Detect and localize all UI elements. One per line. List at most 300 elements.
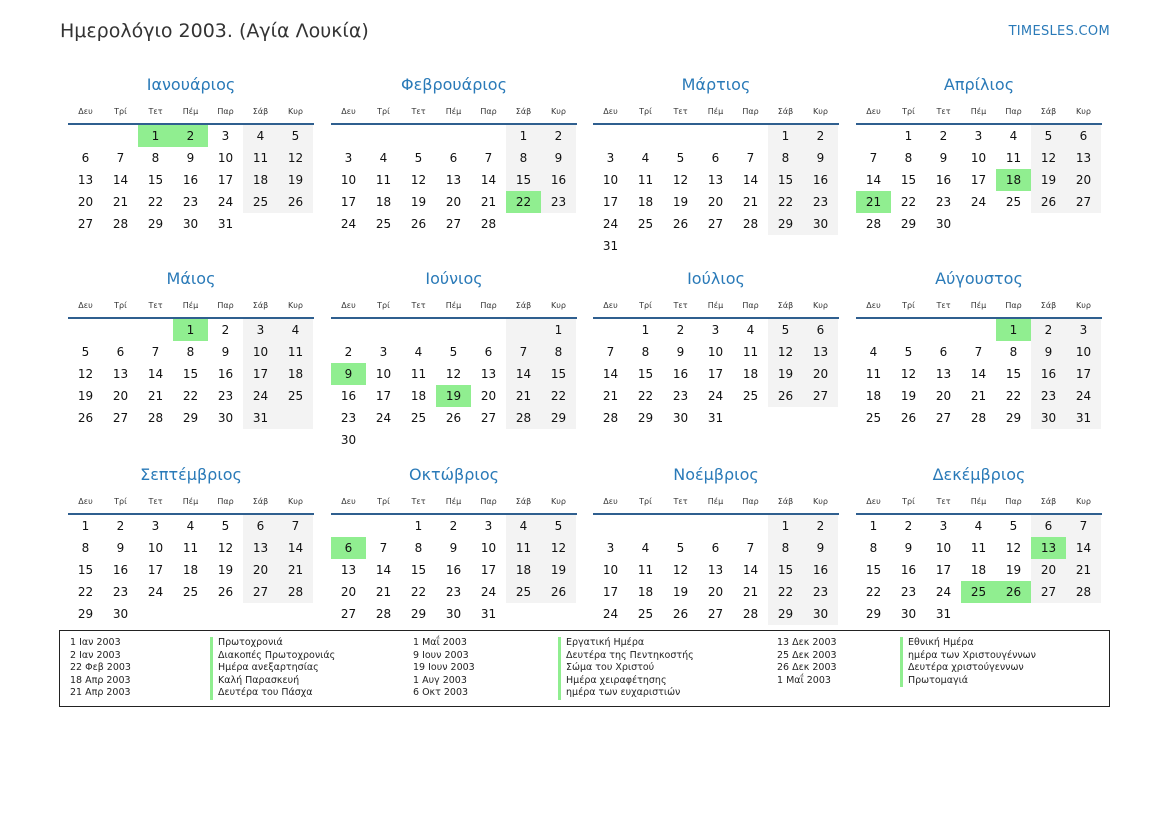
calendar-day[interactable]: 20: [340, 585, 357, 599]
calendar-day[interactable]: 27: [707, 607, 724, 621]
calendar-day[interactable]: 27: [480, 411, 497, 425]
calendar-day[interactable]: 18: [515, 563, 532, 577]
calendar-day[interactable]: 1: [414, 519, 423, 533]
calendar-day[interactable]: 29: [865, 607, 882, 621]
calendar-day[interactable]: 21: [742, 195, 759, 209]
calendar-day[interactable]: 19: [777, 367, 794, 381]
calendar-day[interactable]: 22: [1005, 389, 1022, 403]
calendar-day[interactable]: 23: [812, 195, 829, 209]
calendar-day[interactable]: 3: [939, 519, 948, 533]
calendar-day[interactable]: 9: [116, 541, 125, 555]
calendar-day[interactable]: 7: [379, 541, 388, 555]
calendar-day[interactable]: 24: [602, 217, 619, 231]
calendar-day[interactable]: 25: [637, 217, 654, 231]
calendar-day[interactable]: 8: [186, 345, 195, 359]
calendar-day[interactable]: 18: [637, 195, 654, 209]
calendar-day[interactable]: 11: [375, 173, 392, 187]
calendar-day[interactable]: 13: [812, 345, 829, 359]
calendar-day[interactable]: 25: [742, 389, 759, 403]
calendar-day[interactable]: 20: [77, 195, 94, 209]
calendar-day[interactable]: 13: [1075, 151, 1092, 165]
calendar-day[interactable]: 26: [672, 217, 689, 231]
calendar-day[interactable]: 29: [182, 411, 199, 425]
calendar-day[interactable]: 12: [777, 345, 794, 359]
calendar-day[interactable]: 13: [707, 563, 724, 577]
calendar-day[interactable]: 30: [182, 217, 199, 231]
calendar-day[interactable]: 13: [77, 173, 94, 187]
calendar-day[interactable]: 3: [221, 129, 230, 143]
calendar-day[interactable]: 13: [445, 173, 462, 187]
calendar-day[interactable]: 1: [781, 519, 790, 533]
calendar-day[interactable]: 20: [112, 389, 129, 403]
calendar-day-holiday[interactable]: 9: [331, 363, 366, 385]
calendar-day[interactable]: 2: [1044, 323, 1053, 337]
calendar-day[interactable]: 19: [410, 195, 427, 209]
calendar-day-holiday[interactable]: 19: [436, 385, 471, 407]
calendar-day[interactable]: 20: [252, 563, 269, 577]
calendar-day[interactable]: 25: [1005, 195, 1022, 209]
calendar-day[interactable]: 14: [602, 367, 619, 381]
calendar-day[interactable]: 9: [449, 541, 458, 555]
calendar-day[interactable]: 16: [812, 563, 829, 577]
calendar-day[interactable]: 24: [970, 195, 987, 209]
calendar-day[interactable]: 4: [414, 345, 423, 359]
calendar-day[interactable]: 16: [217, 367, 234, 381]
calendar-day[interactable]: 21: [515, 389, 532, 403]
calendar-day[interactable]: 12: [1005, 541, 1022, 555]
calendar-day[interactable]: 30: [1040, 411, 1057, 425]
calendar-day[interactable]: 28: [1075, 585, 1092, 599]
calendar-day[interactable]: 27: [812, 389, 829, 403]
calendar-day[interactable]: 3: [711, 323, 720, 337]
calendar-day[interactable]: 27: [445, 217, 462, 231]
calendar-day[interactable]: 15: [550, 367, 567, 381]
calendar-day[interactable]: 17: [217, 173, 234, 187]
calendar-day[interactable]: 7: [484, 151, 493, 165]
calendar-day[interactable]: 2: [344, 345, 353, 359]
calendar-day[interactable]: 31: [935, 607, 952, 621]
calendar-day[interactable]: 26: [287, 195, 304, 209]
calendar-day[interactable]: 23: [812, 585, 829, 599]
calendar-day[interactable]: 2: [449, 519, 458, 533]
calendar-day[interactable]: 23: [900, 585, 917, 599]
calendar-day[interactable]: 17: [935, 563, 952, 577]
calendar-day[interactable]: 31: [1075, 411, 1092, 425]
calendar-day[interactable]: 20: [1040, 563, 1057, 577]
calendar-day[interactable]: 19: [1040, 173, 1057, 187]
calendar-day[interactable]: 14: [112, 173, 129, 187]
calendar-day[interactable]: 2: [816, 519, 825, 533]
calendar-day[interactable]: 29: [1005, 411, 1022, 425]
calendar-day[interactable]: 26: [900, 411, 917, 425]
calendar-day[interactable]: 27: [340, 607, 357, 621]
calendar-day[interactable]: 13: [480, 367, 497, 381]
calendar-day[interactable]: 25: [252, 195, 269, 209]
calendar-day[interactable]: 20: [707, 585, 724, 599]
calendar-day[interactable]: 15: [410, 563, 427, 577]
calendar-day[interactable]: 29: [777, 217, 794, 231]
calendar-day[interactable]: 17: [1075, 367, 1092, 381]
calendar-day[interactable]: 22: [865, 585, 882, 599]
calendar-day[interactable]: 5: [291, 129, 300, 143]
calendar-day[interactable]: 24: [480, 585, 497, 599]
calendar-day[interactable]: 10: [707, 345, 724, 359]
calendar-day[interactable]: 22: [777, 195, 794, 209]
calendar-day[interactable]: 5: [1009, 519, 1018, 533]
calendar-day[interactable]: 11: [637, 173, 654, 187]
calendar-day[interactable]: 21: [147, 389, 164, 403]
calendar-day[interactable]: 12: [287, 151, 304, 165]
calendar-day[interactable]: 11: [970, 541, 987, 555]
calendar-day[interactable]: 24: [1075, 389, 1092, 403]
calendar-day[interactable]: 1: [641, 323, 650, 337]
calendar-day[interactable]: 2: [816, 129, 825, 143]
calendar-day[interactable]: 24: [252, 389, 269, 403]
calendar-day[interactable]: 26: [445, 411, 462, 425]
calendar-day[interactable]: 13: [935, 367, 952, 381]
calendar-day[interactable]: 7: [606, 345, 615, 359]
calendar-day[interactable]: 31: [217, 217, 234, 231]
calendar-day[interactable]: 17: [602, 195, 619, 209]
calendar-day[interactable]: 7: [746, 151, 755, 165]
calendar-day-holiday[interactable]: 22: [506, 191, 541, 213]
calendar-day[interactable]: 8: [869, 541, 878, 555]
calendar-day[interactable]: 23: [1040, 389, 1057, 403]
calendar-day[interactable]: 5: [676, 151, 685, 165]
calendar-day[interactable]: 25: [865, 411, 882, 425]
calendar-day[interactable]: 27: [77, 217, 94, 231]
calendar-day[interactable]: 14: [742, 173, 759, 187]
calendar-day[interactable]: 8: [1009, 345, 1018, 359]
calendar-day[interactable]: 28: [112, 217, 129, 231]
calendar-day[interactable]: 22: [777, 585, 794, 599]
calendar-day[interactable]: 25: [182, 585, 199, 599]
calendar-day[interactable]: 27: [935, 411, 952, 425]
calendar-day[interactable]: 5: [414, 151, 423, 165]
calendar-day[interactable]: 23: [672, 389, 689, 403]
calendar-day[interactable]: 29: [147, 217, 164, 231]
calendar-day[interactable]: 16: [340, 389, 357, 403]
calendar-day[interactable]: 12: [445, 367, 462, 381]
calendar-day[interactable]: 22: [182, 389, 199, 403]
calendar-day[interactable]: 7: [291, 519, 300, 533]
calendar-day[interactable]: 23: [445, 585, 462, 599]
calendar-day[interactable]: 13: [707, 173, 724, 187]
calendar-day[interactable]: 1: [519, 129, 528, 143]
calendar-day[interactable]: 10: [602, 173, 619, 187]
calendar-day[interactable]: 25: [637, 607, 654, 621]
calendar-day[interactable]: 25: [410, 411, 427, 425]
calendar-day[interactable]: 3: [974, 129, 983, 143]
calendar-day[interactable]: 14: [287, 541, 304, 555]
calendar-day[interactable]: 14: [480, 173, 497, 187]
calendar-day[interactable]: 19: [217, 563, 234, 577]
calendar-day[interactable]: 2: [221, 323, 230, 337]
calendar-day[interactable]: 20: [445, 195, 462, 209]
calendar-day[interactable]: 30: [812, 217, 829, 231]
calendar-day[interactable]: 4: [974, 519, 983, 533]
calendar-day[interactable]: 28: [742, 217, 759, 231]
calendar-day[interactable]: 11: [410, 367, 427, 381]
calendar-day[interactable]: 20: [812, 367, 829, 381]
calendar-day[interactable]: 17: [602, 585, 619, 599]
calendar-day[interactable]: 15: [1005, 367, 1022, 381]
calendar-day[interactable]: 17: [147, 563, 164, 577]
calendar-day[interactable]: 22: [147, 195, 164, 209]
calendar-day[interactable]: 21: [375, 585, 392, 599]
calendar-day[interactable]: 3: [344, 151, 353, 165]
calendar-day[interactable]: 29: [410, 607, 427, 621]
calendar-day[interactable]: 7: [1079, 519, 1088, 533]
calendar-day[interactable]: 10: [970, 151, 987, 165]
calendar-day[interactable]: 26: [217, 585, 234, 599]
calendar-day[interactable]: 21: [112, 195, 129, 209]
calendar-day[interactable]: 22: [410, 585, 427, 599]
calendar-day[interactable]: 12: [1040, 151, 1057, 165]
calendar-day[interactable]: 30: [900, 607, 917, 621]
calendar-day[interactable]: 9: [816, 151, 825, 165]
calendar-day[interactable]: 6: [449, 151, 458, 165]
calendar-day[interactable]: 30: [445, 607, 462, 621]
calendar-day[interactable]: 27: [1075, 195, 1092, 209]
calendar-day[interactable]: 29: [637, 411, 654, 425]
calendar-day[interactable]: 31: [707, 411, 724, 425]
calendar-day[interactable]: 18: [410, 389, 427, 403]
calendar-day[interactable]: 15: [777, 173, 794, 187]
calendar-day[interactable]: 11: [287, 345, 304, 359]
calendar-day[interactable]: 29: [550, 411, 567, 425]
calendar-day[interactable]: 8: [81, 541, 90, 555]
calendar-day[interactable]: 23: [217, 389, 234, 403]
calendar-day[interactable]: 2: [116, 519, 125, 533]
calendar-day[interactable]: 21: [1075, 563, 1092, 577]
calendar-day[interactable]: 21: [970, 389, 987, 403]
calendar-day[interactable]: 5: [676, 541, 685, 555]
calendar-day[interactable]: 11: [252, 151, 269, 165]
calendar-day[interactable]: 5: [554, 519, 563, 533]
calendar-day-holiday[interactable]: 25: [961, 581, 996, 603]
calendar-day[interactable]: 6: [711, 541, 720, 555]
calendar-day[interactable]: 18: [375, 195, 392, 209]
calendar-day[interactable]: 19: [287, 173, 304, 187]
calendar-day[interactable]: 17: [375, 389, 392, 403]
calendar-day[interactable]: 5: [781, 323, 790, 337]
calendar-day[interactable]: 16: [1040, 367, 1057, 381]
calendar-day[interactable]: 8: [781, 541, 790, 555]
calendar-day[interactable]: 12: [672, 563, 689, 577]
calendar-day[interactable]: 10: [480, 541, 497, 555]
calendar-day[interactable]: 17: [252, 367, 269, 381]
calendar-day[interactable]: 19: [1005, 563, 1022, 577]
calendar-day[interactable]: 30: [112, 607, 129, 621]
calendar-day[interactable]: 26: [672, 607, 689, 621]
calendar-day[interactable]: 7: [974, 345, 983, 359]
calendar-day[interactable]: 27: [1040, 585, 1057, 599]
calendar-day[interactable]: 4: [519, 519, 528, 533]
calendar-day[interactable]: 4: [641, 151, 650, 165]
calendar-day[interactable]: 18: [252, 173, 269, 187]
calendar-day[interactable]: 10: [147, 541, 164, 555]
calendar-day[interactable]: 24: [217, 195, 234, 209]
calendar-day[interactable]: 27: [252, 585, 269, 599]
calendar-day[interactable]: 9: [904, 541, 913, 555]
calendar-day[interactable]: 24: [375, 411, 392, 425]
calendar-day[interactable]: 26: [1040, 195, 1057, 209]
calendar-day[interactable]: 8: [554, 345, 563, 359]
calendar-day[interactable]: 13: [252, 541, 269, 555]
calendar-day[interactable]: 21: [742, 585, 759, 599]
calendar-day-holiday[interactable]: 6: [331, 537, 366, 559]
calendar-day[interactable]: 5: [449, 345, 458, 359]
calendar-day[interactable]: 11: [865, 367, 882, 381]
calendar-day[interactable]: 9: [186, 151, 195, 165]
calendar-day[interactable]: 3: [606, 151, 615, 165]
calendar-day[interactable]: 4: [379, 151, 388, 165]
calendar-day-holiday[interactable]: 13: [1031, 537, 1066, 559]
calendar-day[interactable]: 12: [550, 541, 567, 555]
calendar-day[interactable]: 29: [777, 607, 794, 621]
calendar-day[interactable]: 6: [1079, 129, 1088, 143]
calendar-day[interactable]: 12: [77, 367, 94, 381]
calendar-day[interactable]: 14: [1075, 541, 1092, 555]
calendar-day[interactable]: 18: [287, 367, 304, 381]
calendar-day[interactable]: 23: [340, 411, 357, 425]
calendar-day[interactable]: 26: [77, 411, 94, 425]
calendar-day[interactable]: 8: [904, 151, 913, 165]
calendar-day[interactable]: 6: [816, 323, 825, 337]
calendar-day[interactable]: 1: [781, 129, 790, 143]
calendar-day[interactable]: 30: [217, 411, 234, 425]
calendar-day[interactable]: 14: [375, 563, 392, 577]
calendar-day[interactable]: 5: [221, 519, 230, 533]
calendar-day[interactable]: 4: [641, 541, 650, 555]
calendar-day[interactable]: 3: [606, 541, 615, 555]
calendar-day[interactable]: 29: [900, 217, 917, 231]
calendar-day[interactable]: 1: [904, 129, 913, 143]
calendar-day[interactable]: 14: [742, 563, 759, 577]
calendar-day[interactable]: 11: [515, 541, 532, 555]
calendar-day[interactable]: 4: [186, 519, 195, 533]
calendar-day[interactable]: 22: [637, 389, 654, 403]
calendar-day-holiday[interactable]: 1: [173, 319, 208, 341]
calendar-day[interactable]: 2: [939, 129, 948, 143]
calendar-day[interactable]: 4: [869, 345, 878, 359]
calendar-day[interactable]: 14: [865, 173, 882, 187]
calendar-day[interactable]: 11: [742, 345, 759, 359]
calendar-day[interactable]: 16: [812, 173, 829, 187]
calendar-day[interactable]: 26: [777, 389, 794, 403]
calendar-day[interactable]: 24: [340, 217, 357, 231]
calendar-day[interactable]: 23: [112, 585, 129, 599]
calendar-day[interactable]: 4: [291, 323, 300, 337]
calendar-day[interactable]: 20: [1075, 173, 1092, 187]
calendar-day[interactable]: 3: [1079, 323, 1088, 337]
calendar-day[interactable]: 8: [151, 151, 160, 165]
calendar-day[interactable]: 13: [112, 367, 129, 381]
calendar-day[interactable]: 25: [375, 217, 392, 231]
calendar-day[interactable]: 2: [904, 519, 913, 533]
calendar-day[interactable]: 10: [1075, 345, 1092, 359]
calendar-day[interactable]: 16: [550, 173, 567, 187]
calendar-day[interactable]: 14: [147, 367, 164, 381]
calendar-day[interactable]: 10: [217, 151, 234, 165]
calendar-day[interactable]: 16: [112, 563, 129, 577]
calendar-day[interactable]: 23: [550, 195, 567, 209]
calendar-day[interactable]: 21: [480, 195, 497, 209]
calendar-day[interactable]: 1: [81, 519, 90, 533]
calendar-day-holiday[interactable]: 18: [996, 169, 1031, 191]
calendar-day[interactable]: 10: [602, 563, 619, 577]
site-link[interactable]: TIMESLES.COM: [1008, 24, 1110, 39]
calendar-day[interactable]: 15: [865, 563, 882, 577]
calendar-day-holiday[interactable]: 26: [996, 581, 1031, 603]
calendar-day[interactable]: 8: [641, 345, 650, 359]
calendar-day[interactable]: 9: [676, 345, 685, 359]
calendar-day[interactable]: 3: [379, 345, 388, 359]
calendar-day[interactable]: 10: [252, 345, 269, 359]
calendar-day[interactable]: 31: [480, 607, 497, 621]
calendar-day[interactable]: 28: [602, 411, 619, 425]
calendar-day[interactable]: 24: [147, 585, 164, 599]
calendar-day[interactable]: 6: [256, 519, 265, 533]
calendar-day[interactable]: 9: [1044, 345, 1053, 359]
calendar-day[interactable]: 17: [970, 173, 987, 187]
calendar-day[interactable]: 24: [707, 389, 724, 403]
calendar-day[interactable]: 18: [182, 563, 199, 577]
calendar-day[interactable]: 28: [515, 411, 532, 425]
calendar-day[interactable]: 15: [77, 563, 94, 577]
calendar-day[interactable]: 6: [1044, 519, 1053, 533]
calendar-day[interactable]: 16: [445, 563, 462, 577]
calendar-day[interactable]: 19: [672, 585, 689, 599]
calendar-day[interactable]: 27: [112, 411, 129, 425]
calendar-day[interactable]: 12: [217, 541, 234, 555]
calendar-day[interactable]: 2: [554, 129, 563, 143]
calendar-day[interactable]: 5: [81, 345, 90, 359]
calendar-day[interactable]: 7: [746, 541, 755, 555]
calendar-day[interactable]: 21: [287, 563, 304, 577]
calendar-day[interactable]: 10: [375, 367, 392, 381]
calendar-day[interactable]: 16: [182, 173, 199, 187]
calendar-day-holiday[interactable]: 2: [173, 125, 208, 147]
calendar-day[interactable]: 28: [742, 607, 759, 621]
calendar-day[interactable]: 12: [900, 367, 917, 381]
calendar-day[interactable]: 15: [637, 367, 654, 381]
calendar-day[interactable]: 11: [182, 541, 199, 555]
calendar-day[interactable]: 7: [116, 151, 125, 165]
calendar-day[interactable]: 28: [287, 585, 304, 599]
calendar-day[interactable]: 6: [81, 151, 90, 165]
calendar-day[interactable]: 20: [707, 195, 724, 209]
calendar-day[interactable]: 28: [865, 217, 882, 231]
calendar-day[interactable]: 22: [77, 585, 94, 599]
calendar-day[interactable]: 14: [970, 367, 987, 381]
calendar-day[interactable]: 6: [939, 345, 948, 359]
calendar-day[interactable]: 28: [147, 411, 164, 425]
calendar-day[interactable]: 30: [935, 217, 952, 231]
calendar-day[interactable]: 11: [637, 563, 654, 577]
calendar-day[interactable]: 7: [151, 345, 160, 359]
calendar-day[interactable]: 3: [151, 519, 160, 533]
calendar-day[interactable]: 15: [182, 367, 199, 381]
calendar-day[interactable]: 19: [900, 389, 917, 403]
calendar-day[interactable]: 20: [935, 389, 952, 403]
calendar-day[interactable]: 11: [1005, 151, 1022, 165]
calendar-day[interactable]: 30: [340, 433, 357, 447]
calendar-day[interactable]: 25: [287, 389, 304, 403]
calendar-day[interactable]: 17: [480, 563, 497, 577]
calendar-day[interactable]: 17: [340, 195, 357, 209]
